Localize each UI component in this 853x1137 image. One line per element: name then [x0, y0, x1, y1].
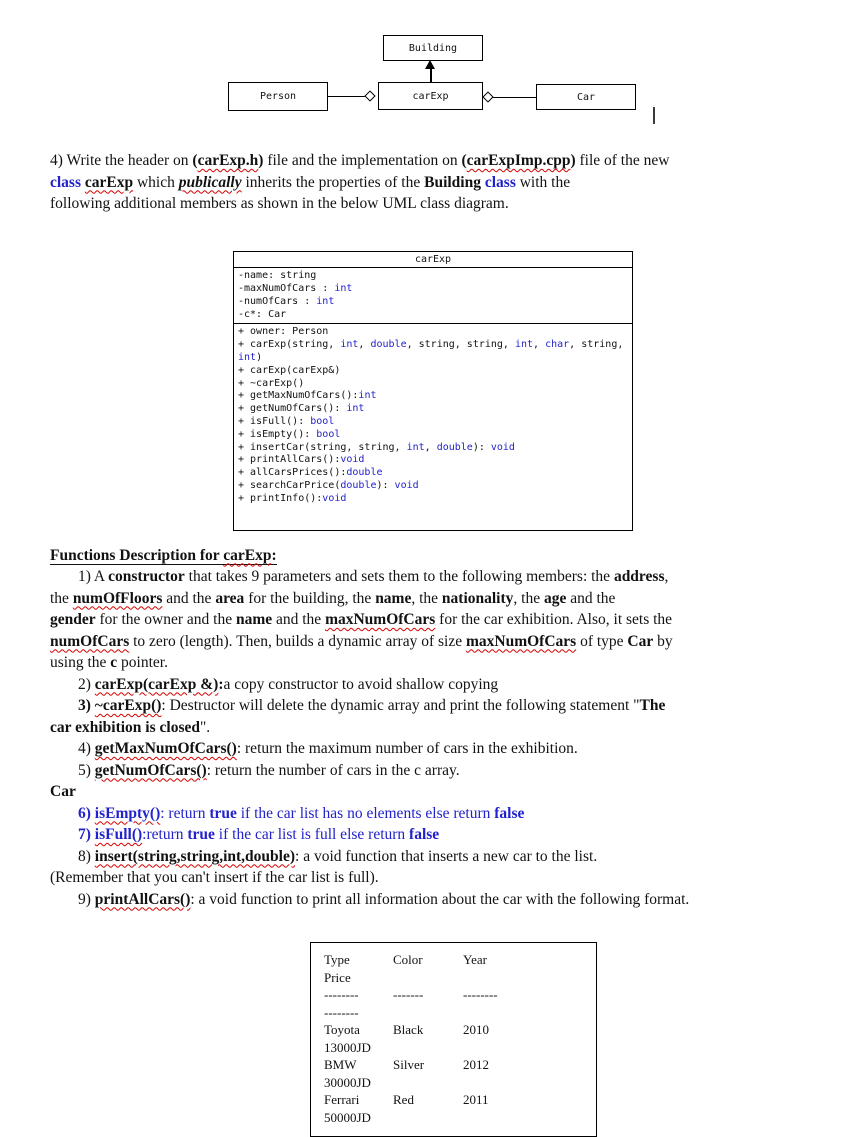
text-line: using the c pointer. [50, 654, 168, 672]
question-paragraph [50, 150, 815, 215]
text-line: car exhibition is closed". [50, 718, 211, 736]
table-row [324, 1056, 596, 1091]
functions-description-heading [50, 545, 815, 567]
text-line: 9) printAllCars(): a void function to print all information about the car with the following format. [78, 890, 690, 908]
car-label: Car [576, 91, 596, 103]
table-cell: Type [324, 952, 350, 968]
text-line: 7) isFull():return true if the car list is full else return false [78, 826, 440, 844]
inheritance-line [430, 68, 432, 82]
person-label: Person [259, 91, 297, 102]
table-cell: -------- [324, 1004, 359, 1020]
table-cell: ------- [393, 987, 424, 1003]
text-line: -numOfCars : int [238, 295, 335, 307]
class-diagram-attributes [234, 268, 632, 324]
table-cell: 30000JD [324, 1074, 371, 1090]
table-cell: -------- [324, 987, 359, 1003]
uml-class-box-carexp [378, 82, 483, 110]
text-line: + carExp(carExp&) [238, 364, 341, 376]
text-line: + owner: Person [238, 326, 329, 338]
text-line: Car [50, 783, 76, 801]
table-cell: Black [393, 1022, 424, 1038]
uml-class-diagram-carexp [233, 251, 633, 531]
text-line: class carExp which publically inherits the properties of the Building class with the [50, 173, 571, 191]
association-line-person [328, 96, 366, 97]
text-line: + printInfo():void [238, 492, 347, 504]
carexp-label: carExp [412, 90, 449, 102]
text-line: 4) Write the header on (carExp.h) file and the implementation on (carExpImp.cpp) file of the new [50, 152, 670, 169]
table-row [324, 1021, 596, 1056]
text-line: 4) getMaxNumOfCars(): return the maximum number of cars in the exhibition. [78, 740, 578, 758]
text-line: -c*: Car [238, 308, 287, 320]
text-line: + getNumOfCars(): int [238, 403, 365, 415]
table-cell: 13000JD [324, 1039, 371, 1055]
table-cell: Color [393, 952, 423, 968]
table-cell: 2012 [463, 1057, 489, 1073]
class-diagram-methods [234, 324, 632, 529]
text-line: 5) getNumOfCars(): return the number of cars in the c array. [78, 761, 460, 779]
text-line: + searchCarPrice(double): void [238, 480, 419, 492]
text-line: + getMaxNumOfCars():int [238, 390, 377, 402]
text-line: + insertCar(string, string, int, double): void [238, 441, 515, 453]
table-cell: Price [324, 969, 351, 985]
uml-class-box-person [228, 82, 328, 111]
text-line: the numOfFloors and the area for the building, the name, the nationality, the age and the [50, 589, 616, 607]
uml-relationship-diagram [0, 0, 853, 150]
table-cell: -------- [463, 987, 498, 1003]
text-line: + ~carExp() [238, 377, 305, 389]
text-line: 2) carExp(carExp &):a copy constructor to avoid shallow copying [78, 675, 499, 693]
text-line: following additional members as shown in the below UML class diagram. [50, 195, 509, 212]
text-line: + isFull(): bool [238, 416, 335, 428]
table-cell: 2011 [463, 1092, 489, 1108]
uml-class-box-car [536, 84, 636, 110]
text-cursor [653, 107, 655, 124]
table-cell: Year [463, 952, 487, 968]
uml-class-box-building [383, 35, 483, 61]
text-line: gender for the owner and the name and the maxNumOfCars for the car exhibition. Also, it sets the [50, 611, 673, 629]
table-cell: 2010 [463, 1022, 489, 1038]
table-cell: Ferrari [324, 1092, 360, 1108]
table-row [324, 1091, 596, 1126]
table-cell: Red [393, 1092, 414, 1108]
table-cell: BMW [324, 1057, 357, 1073]
text-line: 3) ~carExp(): Destructor will delete the dynamic array and print the following statement "The [78, 697, 666, 715]
aggregation-diamond-icon [482, 91, 493, 102]
class-diagram-title: carExp [234, 252, 632, 269]
text-line: -maxNumOfCars : int [238, 283, 353, 295]
text-line: numOfCars to zero (length). Then, builds a dynamic array of size maxNumOfCars of type Car by [50, 632, 673, 650]
text-line: + allCarsPrices():double [238, 467, 383, 479]
text-line: + carExp(string, int, double, string, string, int, char, string, int) [238, 339, 624, 364]
table-divider-row [324, 986, 596, 1021]
function-description-list [50, 566, 815, 910]
association-line-car [492, 97, 536, 98]
building-label: Building [408, 42, 458, 54]
table-cell: Silver [393, 1057, 425, 1073]
text-line: + isEmpty(): bool [238, 428, 341, 440]
table-header-row [324, 951, 596, 986]
text-line: + printAllCars():void [238, 454, 365, 466]
text-line: Functions Description for carExp: [50, 546, 277, 564]
text-line: 6) isEmpty(): return true if the car list has no elements else return false [78, 804, 525, 822]
aggregation-diamond-icon [364, 90, 375, 101]
document-body [0, 150, 853, 1137]
text-line: 1) A constructor that takes 9 parameters and sets them to the following members: the address, [78, 568, 669, 586]
text-line: (Remember that you can't insert if the car list is full). [50, 869, 379, 887]
text-line: -name: string [238, 270, 317, 282]
text-line: 8) insert(string,string,int,double): a void function that inserts a new car to the list. [78, 847, 598, 865]
sample-output-table [310, 942, 597, 1137]
table-cell: 50000JD [324, 1109, 371, 1125]
table-cell: Toyota [324, 1022, 360, 1038]
